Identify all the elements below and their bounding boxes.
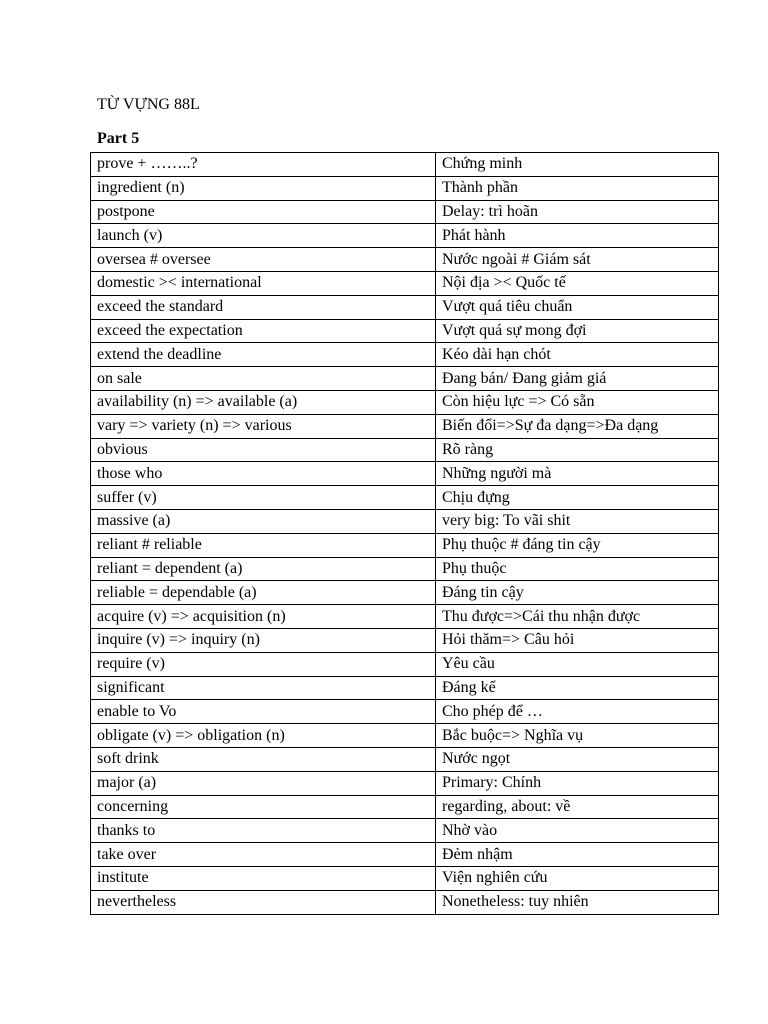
table-row [91, 295, 719, 319]
vietnamese-meaning: Primary: Chính [436, 771, 719, 795]
vietnamese-meaning: Nước ngoài # Giám sát [436, 248, 719, 272]
section-heading: Part 5 [97, 130, 140, 147]
english-term: institute [91, 866, 436, 890]
english-term: major (a) [91, 771, 436, 795]
english-term: vary => variety (n) => various [91, 414, 436, 438]
vietnamese-meaning: Phụ thuộc [436, 557, 719, 581]
vietnamese-meaning: Thu được=>Cái thu nhận được [436, 605, 719, 629]
table-row [91, 819, 719, 843]
english-term: reliant # reliable [91, 533, 436, 557]
vietnamese-meaning: Đang bán/ Đang giảm giá [436, 367, 719, 391]
vietnamese-meaning: Phát hành [436, 224, 719, 248]
english-term: massive (a) [91, 509, 436, 533]
table-row [91, 343, 719, 367]
table-row [91, 866, 719, 890]
table-row [91, 533, 719, 557]
english-term: on sale [91, 367, 436, 391]
vietnamese-meaning: Đáng tin cậy [436, 581, 719, 605]
document-title: TỪ VỰNG 88L [97, 96, 200, 113]
table-row [91, 486, 719, 510]
vocabulary-table-body [91, 153, 719, 915]
english-term: suffer (v) [91, 486, 436, 510]
vietnamese-meaning: Nhờ vào [436, 819, 719, 843]
vietnamese-meaning: Biến đổi=>Sự đa dạng=>Đa dạng [436, 414, 719, 438]
vietnamese-meaning: Chứng minh [436, 153, 719, 177]
table-row [91, 605, 719, 629]
english-term: acquire (v) => acquisition (n) [91, 605, 436, 629]
english-term: ingredient (n) [91, 176, 436, 200]
vietnamese-meaning: very big: To vãi shit [436, 509, 719, 533]
english-term: reliable = dependable (a) [91, 581, 436, 605]
table-row [91, 200, 719, 224]
table-row [91, 747, 719, 771]
english-term: soft drink [91, 747, 436, 771]
vietnamese-meaning: Cho phép để … [436, 700, 719, 724]
vietnamese-meaning: regarding, about: về [436, 795, 719, 819]
table-row [91, 771, 719, 795]
vietnamese-meaning: Nonetheless: tuy nhiên [436, 890, 719, 914]
table-row [91, 367, 719, 391]
english-term: those who [91, 462, 436, 486]
vietnamese-meaning: Hỏi thăm=> Câu hỏi [436, 628, 719, 652]
vietnamese-meaning: Nội địa >< Quốc tế [436, 271, 719, 295]
table-row [91, 248, 719, 272]
english-term: exceed the standard [91, 295, 436, 319]
table-row [91, 176, 719, 200]
vietnamese-meaning: Phụ thuộc # đáng tin cậy [436, 533, 719, 557]
english-term: inquire (v) => inquiry (n) [91, 628, 436, 652]
vietnamese-meaning: Viện nghiên cứu [436, 866, 719, 890]
english-term: significant [91, 676, 436, 700]
english-term: postpone [91, 200, 436, 224]
vietnamese-meaning: Vượt quá sự mong đợi [436, 319, 719, 343]
english-term: thanks to [91, 819, 436, 843]
table-row [91, 271, 719, 295]
english-term: enable to Vo [91, 700, 436, 724]
english-term: availability (n) => available (a) [91, 390, 436, 414]
english-term: extend the deadline [91, 343, 436, 367]
english-term: obvious [91, 438, 436, 462]
english-term: prove + ……..? [91, 153, 436, 177]
table-row [91, 153, 719, 177]
table-row [91, 224, 719, 248]
vietnamese-meaning: Yêu cầu [436, 652, 719, 676]
english-term: launch (v) [91, 224, 436, 248]
table-row [91, 890, 719, 914]
vietnamese-meaning: Những người mà [436, 462, 719, 486]
table-row [91, 652, 719, 676]
table-row [91, 843, 719, 867]
table-row [91, 795, 719, 819]
vietnamese-meaning: Chịu đựng [436, 486, 719, 510]
english-term: domestic >< international [91, 271, 436, 295]
table-row [91, 700, 719, 724]
vietnamese-meaning: Còn hiệu lực => Có sẵn [436, 390, 719, 414]
vietnamese-meaning: Đẻm nhậm [436, 843, 719, 867]
vietnamese-meaning: Bắc buộc=> Nghĩa vụ [436, 724, 719, 748]
vietnamese-meaning: Rõ ràng [436, 438, 719, 462]
english-term: require (v) [91, 652, 436, 676]
table-row [91, 676, 719, 700]
table-row [91, 462, 719, 486]
table-row [91, 581, 719, 605]
english-term: reliant = dependent (a) [91, 557, 436, 581]
table-row [91, 557, 719, 581]
table-row [91, 628, 719, 652]
english-term: obligate (v) => obligation (n) [91, 724, 436, 748]
vietnamese-meaning: Nước ngọt [436, 747, 719, 771]
table-row [91, 414, 719, 438]
english-term: exceed the expectation [91, 319, 436, 343]
table-row [91, 319, 719, 343]
vocabulary-table [90, 152, 719, 915]
table-row [91, 390, 719, 414]
table-row [91, 438, 719, 462]
vietnamese-meaning: Delay: trì hoãn [436, 200, 719, 224]
table-row [91, 724, 719, 748]
vietnamese-meaning: Thành phần [436, 176, 719, 200]
english-term: take over [91, 843, 436, 867]
english-term: concerning [91, 795, 436, 819]
vietnamese-meaning: Vượt quá tiêu chuẩn [436, 295, 719, 319]
english-term: nevertheless [91, 890, 436, 914]
vietnamese-meaning: Kéo dài hạn chót [436, 343, 719, 367]
english-term: oversea # oversee [91, 248, 436, 272]
vietnamese-meaning: Đáng kể [436, 676, 719, 700]
table-row [91, 509, 719, 533]
